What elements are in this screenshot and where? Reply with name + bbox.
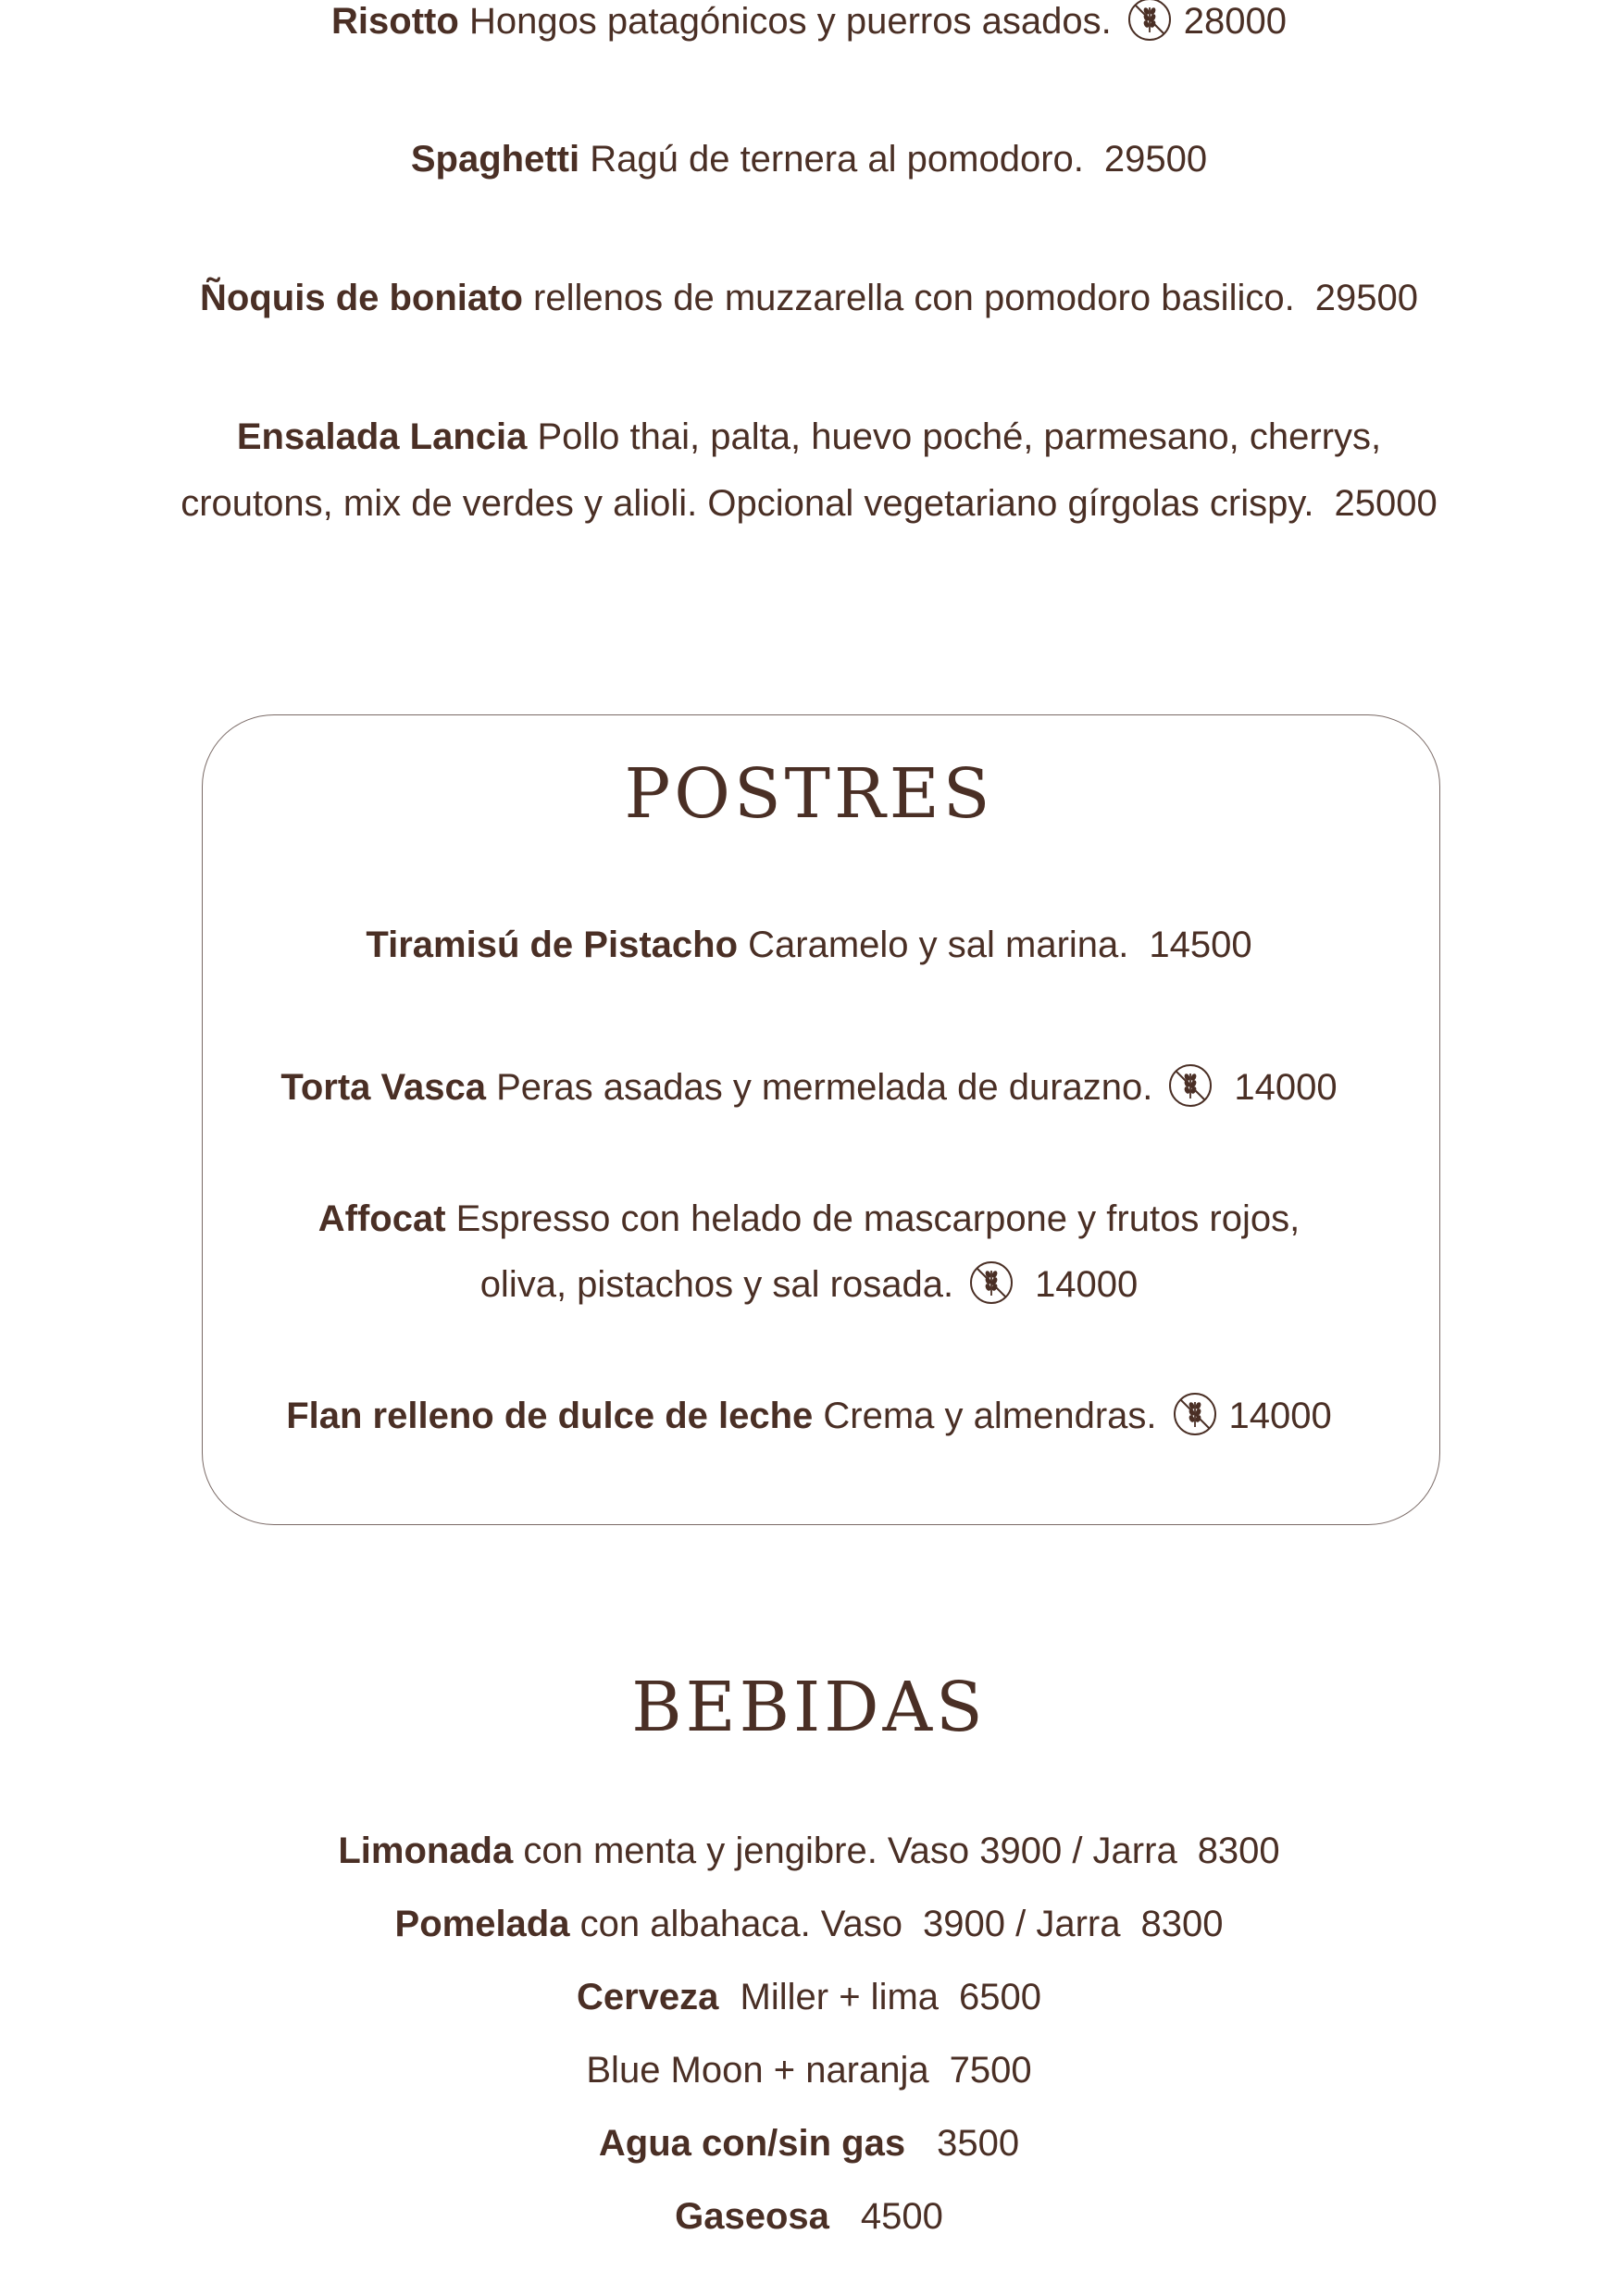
item-price: 7500 xyxy=(949,2050,1032,2091)
item-name: Pomelada xyxy=(394,1904,570,1944)
drink-item-cerveza xyxy=(0,1971,1618,2023)
item-name: Limonada xyxy=(338,1831,514,1871)
menu-item-tiramisu xyxy=(0,919,1618,971)
item-price: 14000 xyxy=(1234,1067,1338,1108)
menu-item-risotto xyxy=(0,0,1618,47)
item-description: Crema y almendras. xyxy=(823,1396,1157,1436)
item-description: Caramelo y sal marina. xyxy=(748,925,1129,965)
drink-item-blue-moon xyxy=(0,2044,1618,2096)
item-description: Blue Moon + naranja xyxy=(586,2050,929,2091)
item-price: 4500 xyxy=(860,2196,943,2237)
item-description: Hongos patagónicos y puerros asados. xyxy=(468,1,1112,42)
item-jarra-label: / Jarra xyxy=(1015,1904,1121,1944)
gluten-free-icon xyxy=(968,1260,1014,1306)
item-price: 8300 xyxy=(1140,1904,1224,1944)
item-description: Pollo thai, palta, huevo poché, parmesano, cherrys, xyxy=(537,416,1382,457)
item-price: 8300 xyxy=(1197,1831,1280,1871)
item-price: 3500 xyxy=(937,2123,1020,2164)
menu-item-spaghetti xyxy=(0,133,1618,185)
item-price-vaso: 3900 xyxy=(923,1904,1005,1944)
section-title-postres: POSTRES xyxy=(624,754,994,834)
item-name: Flan relleno de dulce de leche xyxy=(286,1396,814,1436)
item-name: Ñoquis de boniato xyxy=(200,278,523,318)
item-price: 14500 xyxy=(1149,925,1252,965)
item-price: 29500 xyxy=(1103,139,1208,180)
item-price: 28000 xyxy=(1183,1,1287,42)
menu-item-affocat-line2 xyxy=(0,1259,1618,1310)
menu-item-torta-vasca xyxy=(0,1061,1618,1113)
menu-item-flan xyxy=(0,1390,1618,1442)
drink-item-agua xyxy=(0,2117,1618,2169)
item-name: Cerveza xyxy=(576,1977,719,2017)
item-name: Risotto xyxy=(331,1,459,42)
item-price: 29500 xyxy=(1314,278,1418,318)
gluten-free-icon xyxy=(1126,0,1173,43)
item-name: Torta Vasca xyxy=(280,1067,486,1108)
item-name: Gaseosa xyxy=(675,2196,829,2237)
gluten-free-icon xyxy=(1172,1391,1218,1437)
item-name: Affocat xyxy=(317,1198,446,1239)
item-description: rellenos de muzzarella con pomodoro basilico. xyxy=(533,278,1295,318)
drink-item-gaseosa xyxy=(0,2191,1618,2242)
item-name: Agua con/sin gas xyxy=(598,2123,906,2164)
item-description: croutons, mix de verdes y alioli. Opcional vegetariano gírgolas crispy. xyxy=(180,483,1314,524)
menu-item-ensalada-line2 xyxy=(0,478,1618,529)
item-price: 14000 xyxy=(1228,1396,1332,1436)
item-price: 6500 xyxy=(959,1977,1042,2017)
item-price: 14000 xyxy=(1035,1264,1139,1305)
section-title-bebidas: BEBIDAS xyxy=(631,1668,987,1747)
item-name: Spaghetti xyxy=(410,139,580,180)
drink-item-pomelada xyxy=(0,1898,1618,1950)
menu-item-affocat-line1 xyxy=(0,1193,1618,1245)
menu-item-noquis xyxy=(0,272,1618,324)
gluten-free-icon xyxy=(1167,1062,1214,1109)
drink-item-limonada xyxy=(0,1825,1618,1877)
item-description: con albahaca. Vaso xyxy=(579,1904,903,1944)
menu-item-ensalada-line1 xyxy=(0,411,1618,463)
item-name: Tiramisú de Pistacho xyxy=(366,925,738,965)
item-name: Ensalada Lancia xyxy=(236,416,528,457)
item-description: Espresso con helado de mascarpone y frutos rojos, xyxy=(455,1198,1301,1239)
item-description: Peras asadas y mermelada de durazno. xyxy=(496,1067,1153,1108)
item-description: Miller + lima xyxy=(740,1977,940,2017)
item-description: con menta y jengibre. Vaso 3900 / Jarra xyxy=(523,1831,1177,1871)
item-description: oliva, pistachos y sal rosada. xyxy=(479,1264,954,1305)
item-price: 25000 xyxy=(1334,483,1438,524)
item-description: Ragú de ternera al pomodoro. xyxy=(590,139,1084,180)
